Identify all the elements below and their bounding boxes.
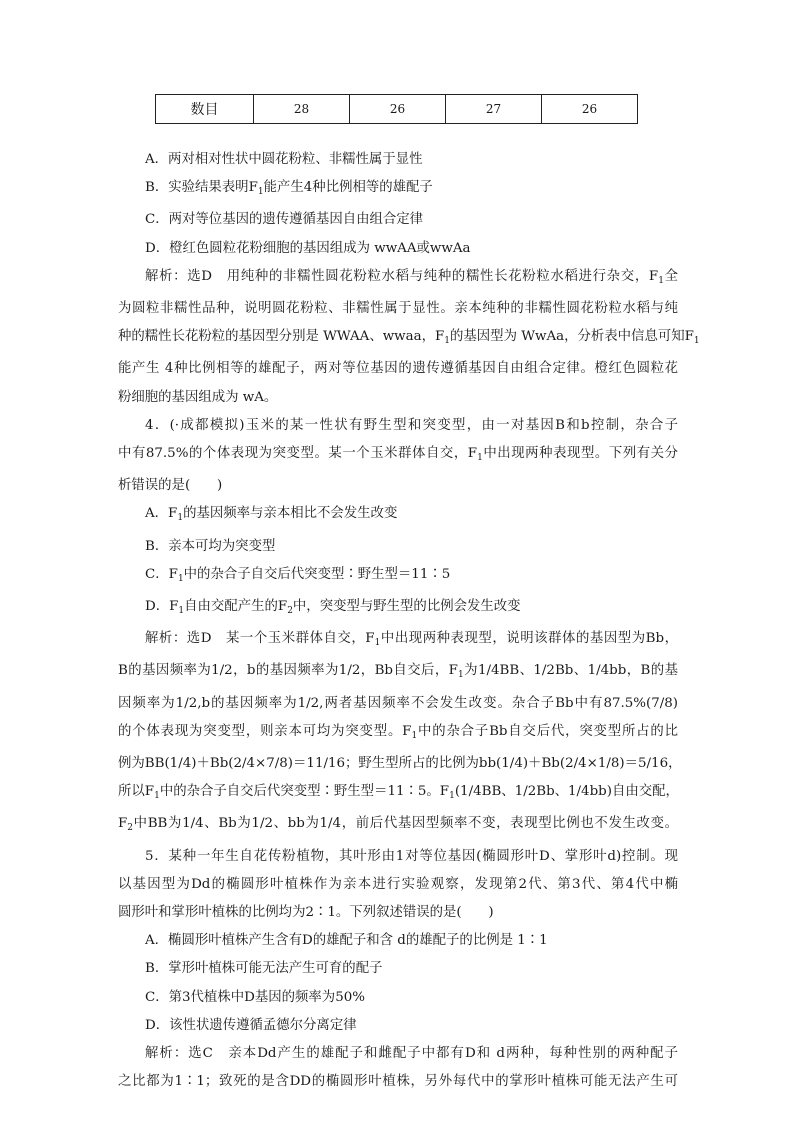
subscript: 2 <box>127 823 134 834</box>
text-line: A．椭圆形叶植株产生含有D的雄配子和含 d的雄配子的比例是 1∶1 <box>145 933 548 949</box>
text-line: B．掌形叶植株可能无法产生可育的配子 <box>145 961 383 977</box>
subscript: 1 <box>257 187 264 198</box>
text-line: 为圆粒非糯性品种，说明圆花粉粒、非糯性属于显性。亲本纯种的非糯性圆花粉粒水稻与纯 <box>118 301 678 317</box>
text-line: 解析：选D 用纯种的非糯性圆花粉粒水稻与纯种的糯性长花粉粒水稻进行杂交，$F_1$全 <box>145 268 679 286</box>
text-line: D．该性状遗传遵循孟德尔分离定律 <box>145 1017 357 1033</box>
text-line: C．第3代植株中D基因的频率为50% <box>145 989 365 1005</box>
text-line: 中有87.5%的个体表现为突变型。某一个玉米群体自交，$F_1$中出现两种表现型。下列有关分 <box>118 446 678 464</box>
subscript: 1 <box>374 638 381 649</box>
table-header-cell: 数目 <box>156 95 254 124</box>
text-line: 所以$F_1$中的杂合子自交后代突变型∶野生型＝11∶5。$F_1(1/4BB$、1/2Bb、1/4bb)自由交配， <box>118 784 679 802</box>
subscript: 1 <box>457 670 464 681</box>
text-line: $F_2$中BB为1/4、Bb为1/2、bb为1/4，前后代基因型频率不变，表现型比例也不发生改变。 <box>118 816 678 834</box>
subscript: 1 <box>693 336 700 347</box>
text-line: B的基因频率为1/2，b的基因频率为1/2，Bb自交后，$F_1$为1/4BB、1/2Bb、1/4bb，B的基 <box>118 663 678 681</box>
document-body <box>118 146 700 1097</box>
subscript: 1 <box>449 791 455 802</box>
subscript: 1 <box>178 606 185 617</box>
subscript: 1 <box>411 730 418 741</box>
text-line: 粉细胞的基因组成为 wA。 <box>118 389 278 405</box>
text-line: 解析：选D 某一个玉米群体自交，$F_1$中出现两种表现型，说明该群体的基因型为Bb， <box>145 631 678 649</box>
text-line: B．亲本可均为突变型 <box>145 538 276 554</box>
subscript: 1 <box>177 573 184 584</box>
text-line: A．$F_1$的基因频率与亲本相比不会发生改变 <box>145 506 398 524</box>
subscript: 1 <box>177 513 184 524</box>
text-line: 种的糯性长花粉粒的基因型分别是 WWAA、wwaa，$F_1$的基因型为 WwAa，分析表中信息可知$F_1$ <box>118 329 700 347</box>
text-line: 4．(·成都模拟)玉米的某一性状有野生型和突变型，由一对基因B和b控制，杂合子 <box>145 417 678 433</box>
subscript: 2 <box>287 606 293 617</box>
text-line: 析错误的是( ) <box>118 478 223 494</box>
text-line: C．两对等位基因的遗传遵循基因自由组合定律 <box>145 212 424 228</box>
text-line: A．两对相对性状中圆花粉粒、非糯性属于显性 <box>145 152 423 167</box>
text-line: 以基因型为Dd的椭圆形叶植株作为亲本进行实验观察，发现第2代、第3代、第4代中椭 <box>118 876 678 892</box>
text-line: 能产生 4种比例相等的雄配子，两对等位基因的遗传遵循基因自由组合定律。橙红色圆粒花 <box>118 361 678 377</box>
data-table <box>155 94 638 124</box>
table-cell: 26 <box>350 95 446 124</box>
text-line: 5．某种一年生自花传粉植物，其叶形由1对等位基因(椭圆形叶D、掌形叶d)控制。现 <box>145 848 678 864</box>
text-line: D．$F_1$自由交配产生的$F_2$中，突变型与野生型的比例会发生改变 <box>145 599 521 617</box>
text-line: 因频率为1/2,b的基因频率为1/2,两者基因频率不会发生改变。杂合子Bb中有87.5%(7/8) <box>118 695 678 711</box>
subscript: 1 <box>658 275 664 286</box>
subscript: 1 <box>154 791 160 802</box>
table-cell: 28 <box>254 95 350 124</box>
text-line: 圆形叶和掌形叶植株的比例均为2∶1。下列叙述错误的是( ) <box>118 905 494 921</box>
subscript: 1 <box>477 453 483 464</box>
table-cell: 26 <box>542 95 638 124</box>
text-line: B．实验结果表明$F_1$能产生4种比例相等的雄配子 <box>145 180 433 198</box>
text-line: C．$F_1$中的杂合子自交后代突变型∶野生型＝11∶5 <box>145 566 451 584</box>
text-line: 例为BB(1/4)＋Bb(2/4×7/8)＝11/16；野生型所占的比例为bb(1/4)＋Bb(2/4×1/8)＝5/16， <box>118 756 682 772</box>
text-line: 的个体表现为突变型，则亲本可均为突变型。$F_1$中的杂合子Bb自交后代，突变型所占的比 <box>118 723 678 741</box>
table-cell: 27 <box>446 95 542 124</box>
subscript: 1 <box>444 336 451 347</box>
text-line: 解析：选C 亲本Dd产生的雄配子和雌配子中都有D和 d两种，每种性别的两种配子 <box>145 1046 678 1062</box>
text-line: D．橙红色圆粒花粉细胞的基因组成为 wwAA或wwAa <box>145 240 471 256</box>
table-row <box>156 95 638 124</box>
text-line: 之比都为1∶1；致死的是含DD的椭圆形叶植株，另外每代中的掌形叶植株可能无法产生可 <box>118 1074 678 1090</box>
